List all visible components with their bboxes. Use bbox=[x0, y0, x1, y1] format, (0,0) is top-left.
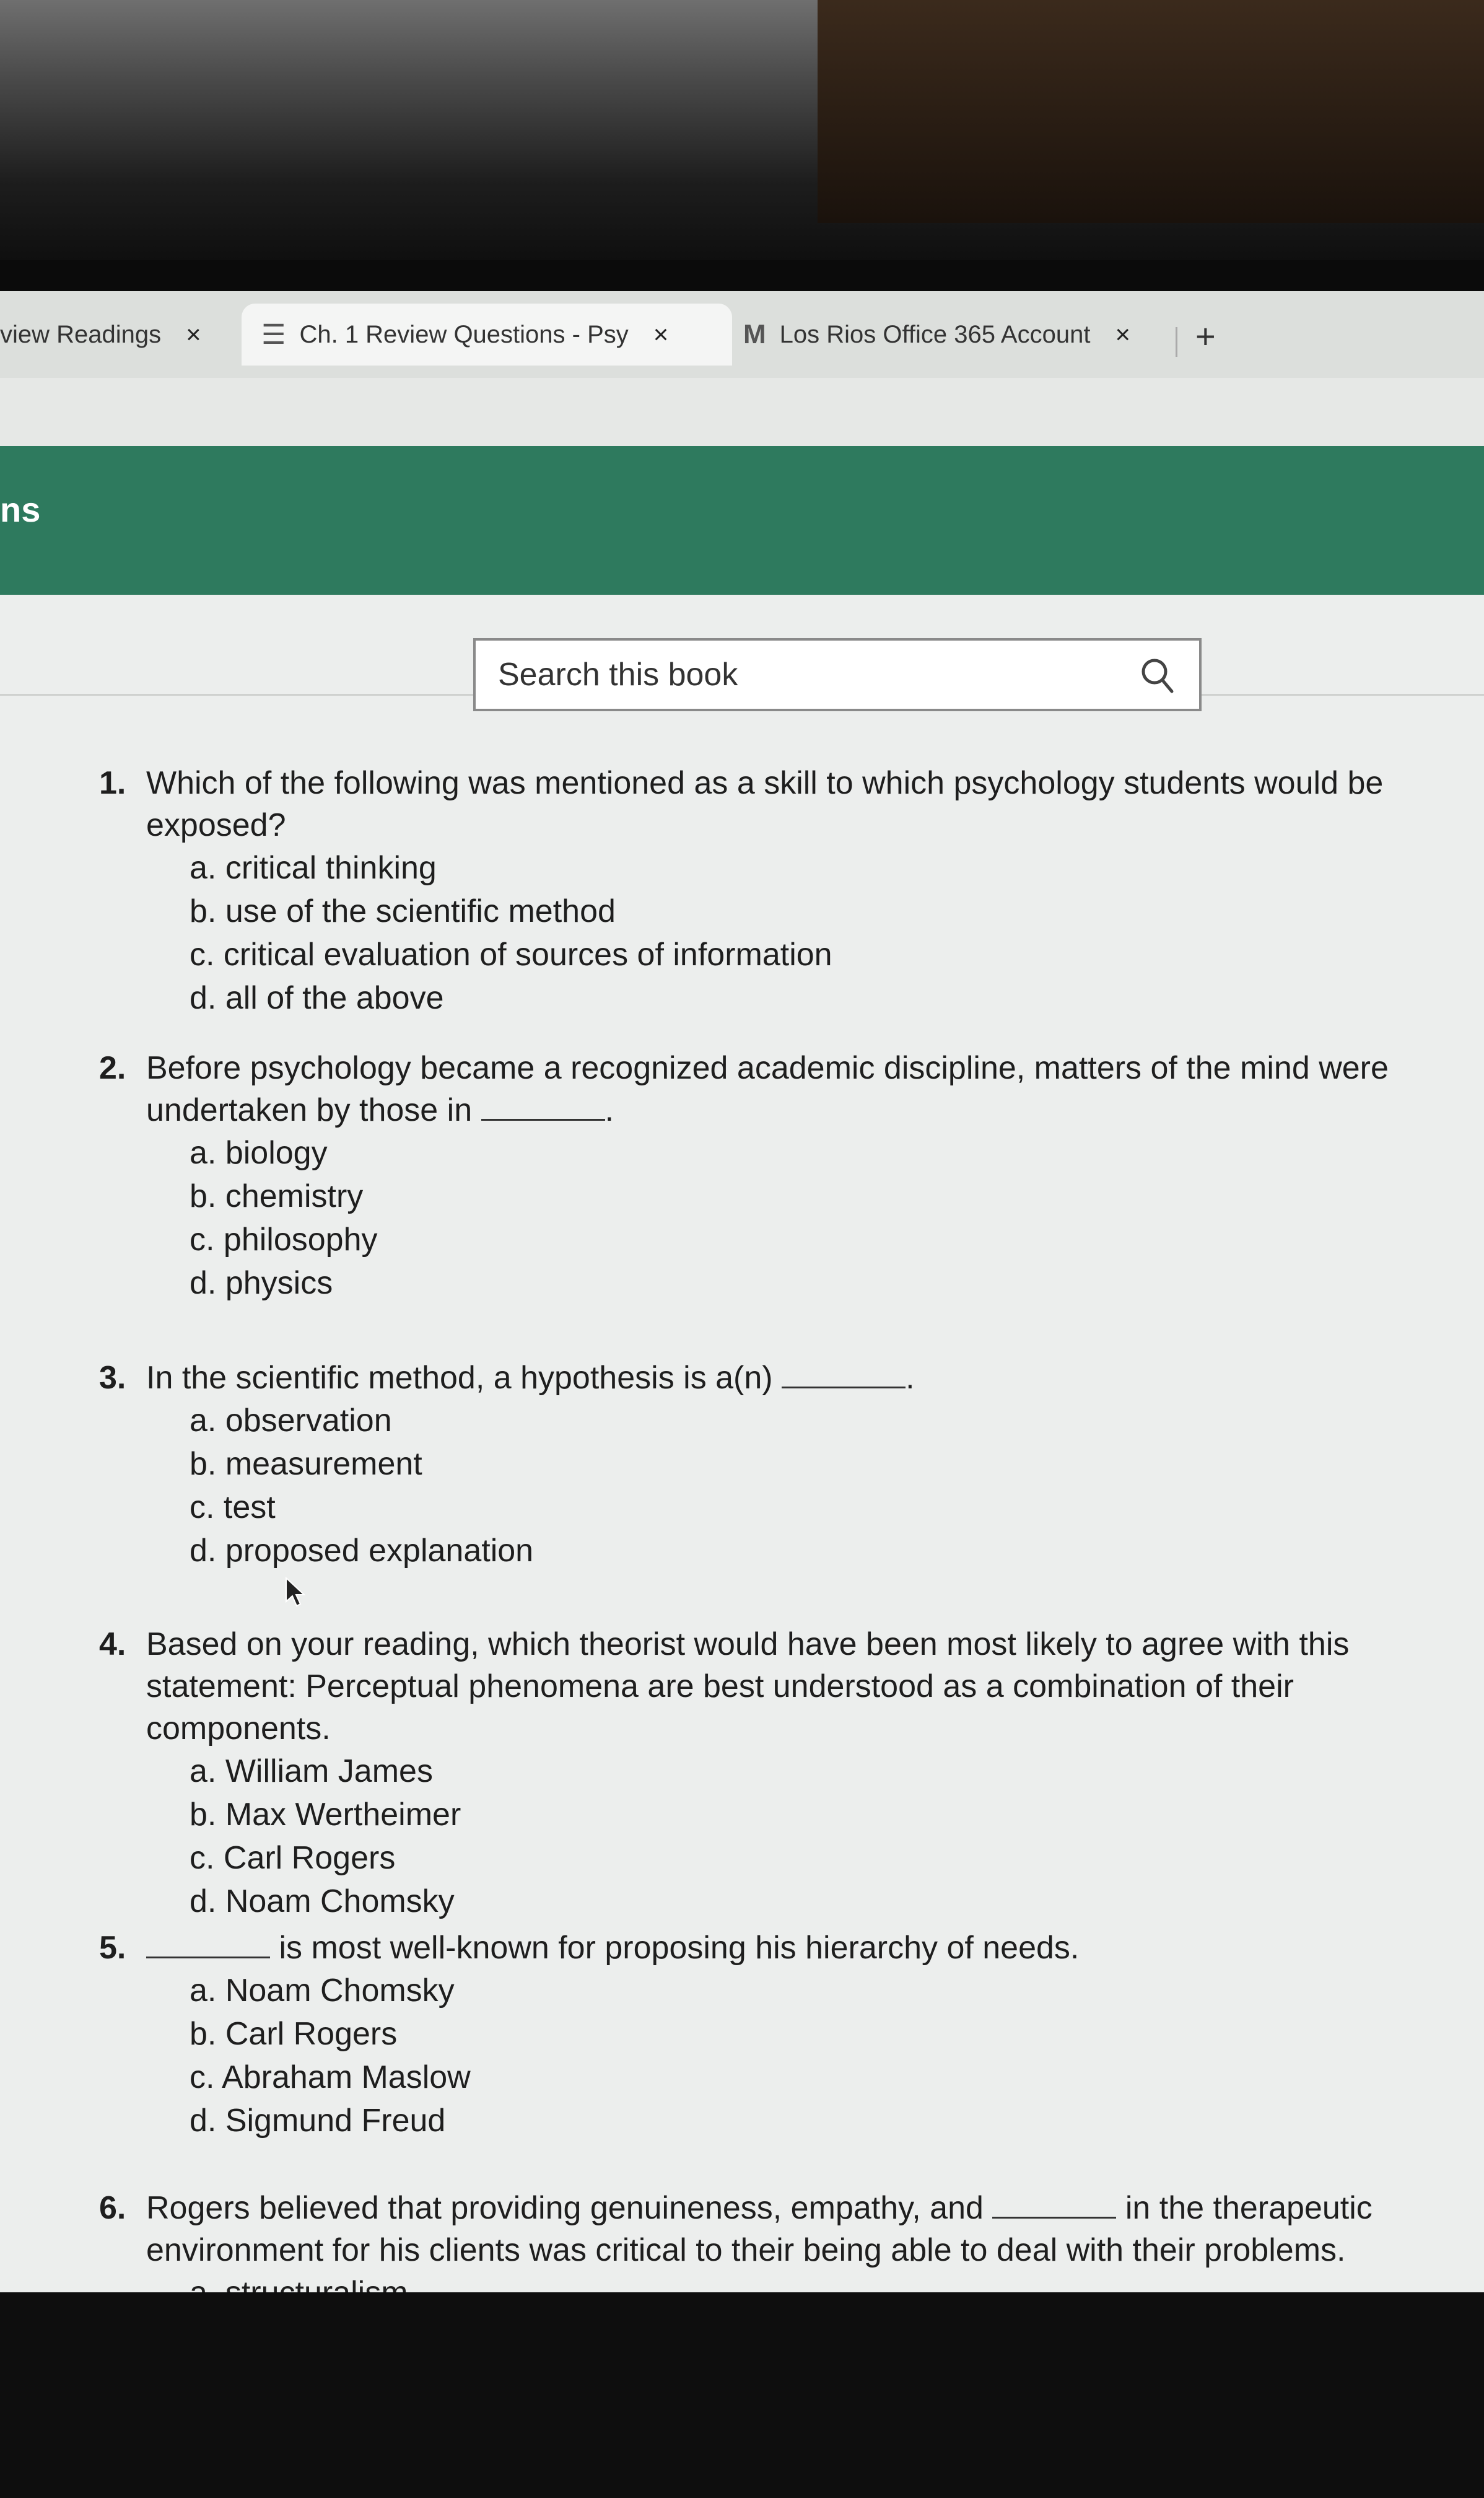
photo-background-bottom bbox=[0, 2292, 1484, 2498]
answer-option: a. critical thinking bbox=[190, 850, 437, 886]
close-icon[interactable]: × bbox=[653, 320, 669, 349]
question-stem: Based on your reading, which theorist would have been most likely to agree with this statement: Perceptual phenomena are best understood as a combination of their components. bbox=[146, 1626, 1350, 1746]
tab-label: view Readings bbox=[0, 320, 162, 348]
question-number: 5. bbox=[99, 1930, 126, 1966]
answer-option: b. measurement bbox=[190, 1446, 422, 1482]
question-6: 6. Rogers believed that providing genuineness, empathy, and in the therapeutic environment for his clients was critical to their being able to deal with their problems. bbox=[99, 2187, 1480, 2358]
answer-option: b. chemistry bbox=[190, 1178, 364, 1214]
close-icon[interactable]: × bbox=[1115, 320, 1130, 349]
answer-option: c. philosophy bbox=[190, 1222, 378, 1258]
site-title: ns bbox=[0, 490, 41, 529]
question-2: 2. Before psychology became a recognized academic discipline, matters of the mind were undertaken by those in . a. biology b. chemistry c. philosophy d. physics bbox=[99, 1047, 1480, 1305]
answer-option: d. all of the above bbox=[190, 980, 444, 1016]
question-5 bbox=[99, 1927, 1480, 2142]
question-4 bbox=[99, 1623, 1480, 1923]
question-number: 6. bbox=[99, 2190, 126, 2226]
tab-los-rios-office[interactable] bbox=[737, 304, 1177, 366]
question-stem: Rogers believed that providing genuineness, empathy, and bbox=[146, 2190, 984, 2226]
tab-label: Los Rios Office 365 Account bbox=[779, 320, 1091, 348]
answer-option: c. Carl Rogers bbox=[190, 1840, 396, 1876]
background-glow bbox=[818, 0, 1484, 223]
question-stem: Before psychology became a recognized academic discipline, matters of the mind were undertaken by those in bbox=[146, 1050, 1389, 1128]
close-icon[interactable]: × bbox=[186, 320, 201, 349]
answer-blank bbox=[481, 1090, 605, 1121]
photo-background-top bbox=[0, 0, 1484, 260]
answer-option: d. physics bbox=[190, 1265, 333, 1301]
answer-option: c. Abraham Maslow bbox=[190, 2059, 471, 2095]
tab-separator bbox=[1176, 327, 1177, 357]
answer-blank bbox=[992, 2188, 1116, 2219]
tab-ch1-review-questions[interactable] bbox=[242, 304, 732, 366]
site-header bbox=[0, 446, 1484, 595]
question-3: 3. In the scientific method, a hypothesis is a(n) . a. observation b. measurement c. test d. proposed explanation bbox=[99, 1357, 1480, 1572]
search-icon[interactable] bbox=[1140, 657, 1174, 694]
answer-option: a. observation bbox=[190, 1403, 392, 1439]
question-number: 2. bbox=[99, 1050, 126, 1086]
search-box[interactable] bbox=[473, 638, 1202, 711]
question-number: 1. bbox=[99, 765, 126, 801]
tab-view-readings[interactable] bbox=[0, 304, 223, 366]
tab-label: Ch. 1 Review Questions - Psy bbox=[299, 320, 629, 348]
question-stem: In the scientific method, a hypothesis is a(n) bbox=[146, 1360, 773, 1396]
answer-option: c. test bbox=[190, 1489, 276, 1525]
document-icon: ☰ bbox=[261, 319, 286, 350]
browser-window bbox=[0, 291, 1484, 2292]
toolbar bbox=[0, 378, 1484, 446]
mouse-cursor-icon bbox=[285, 1577, 306, 1608]
search-input[interactable] bbox=[476, 655, 1057, 694]
tab-bar bbox=[0, 291, 1484, 378]
question-stem: is most well-known for proposing his hierarchy of needs. bbox=[279, 1930, 1080, 1966]
question-stem: Which of the following was mentioned as a skill to which psychology students would be exposed? bbox=[146, 765, 1384, 843]
answer-option: d. Noam Chomsky bbox=[190, 1883, 455, 1919]
answer-option: b. use of the scientific method bbox=[190, 893, 616, 929]
answer-option: c. critical evaluation of sources of information bbox=[190, 937, 832, 973]
answer-blank bbox=[782, 1358, 906, 1388]
gmail-icon: M bbox=[743, 319, 766, 349]
answer-option: a. William James bbox=[190, 1753, 433, 1789]
answer-option: d. Sigmund Freud bbox=[190, 2103, 446, 2139]
answer-option: b. Carl Rogers bbox=[190, 2016, 398, 2052]
answer-option: b. Max Wertheimer bbox=[190, 1797, 461, 1833]
new-tab-button[interactable]: + bbox=[1195, 317, 1216, 356]
answer-blank bbox=[146, 1928, 270, 1958]
question-number: 4. bbox=[99, 1626, 126, 1662]
answer-option: a. biology bbox=[190, 1135, 328, 1171]
answer-option: a. Noam Chomsky bbox=[190, 1973, 455, 2009]
question-number: 3. bbox=[99, 1360, 126, 1396]
question-1 bbox=[99, 762, 1480, 1020]
answer-option: d. proposed explanation bbox=[190, 1533, 534, 1569]
